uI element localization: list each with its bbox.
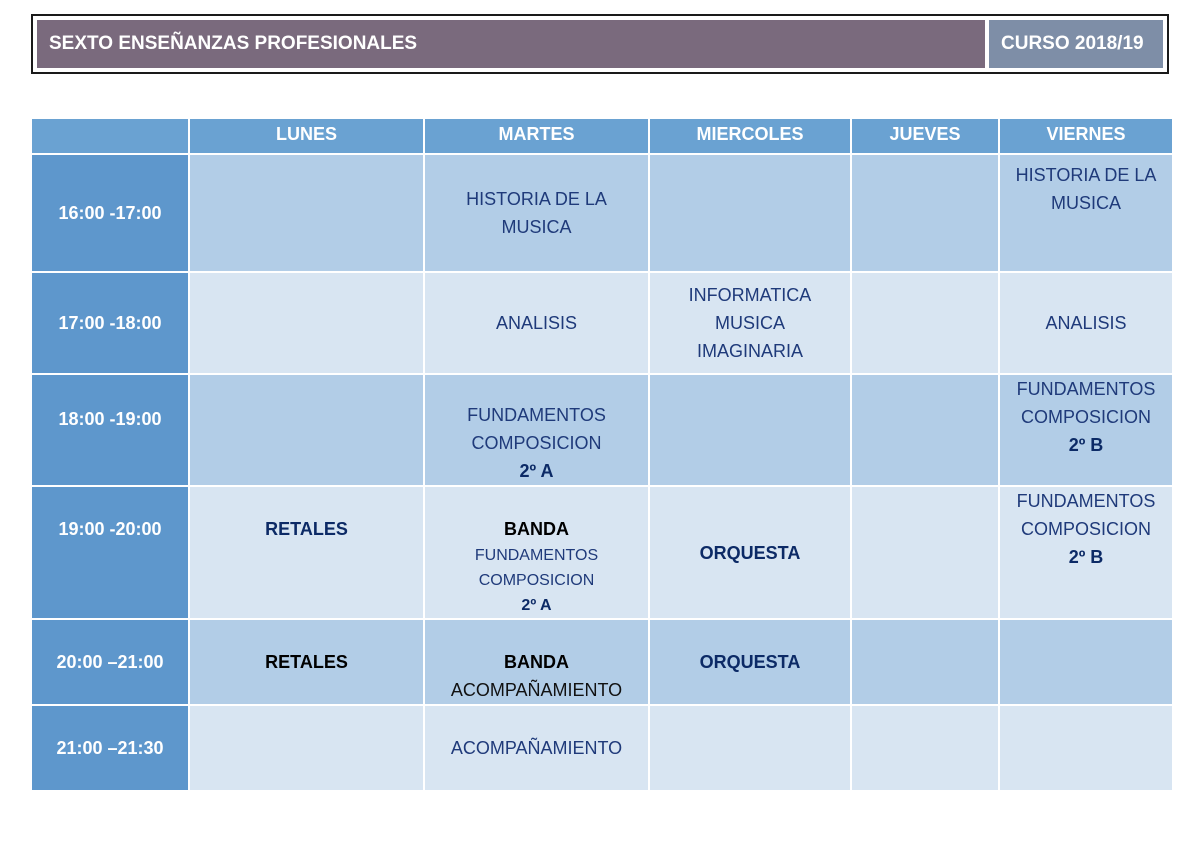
cell-lunes	[190, 620, 423, 704]
time-slot: 19:00 -20:00	[32, 487, 188, 618]
subject-line: ANALISIS	[495, 313, 578, 333]
day-header-jueves: JUEVES	[852, 119, 998, 153]
group-label: 2º A	[521, 597, 552, 614]
cell-jueves	[852, 155, 998, 271]
cell-lunes	[190, 487, 423, 618]
cell-miercoles	[650, 273, 850, 373]
time-slot: 21:00 –21:30	[32, 706, 188, 790]
time-slot: 17:00 -18:00	[32, 273, 188, 373]
activity-label: BANDA	[504, 652, 569, 672]
activity-label: BANDA	[504, 519, 569, 539]
time-row-1	[32, 155, 1172, 271]
cell-viernes	[1000, 273, 1172, 373]
cell-miercoles	[650, 487, 850, 618]
subject-line: FUNDAMENTOS	[1016, 491, 1156, 511]
cell-viernes	[1000, 706, 1172, 790]
cell-lunes	[190, 273, 423, 373]
day-header-viernes: VIERNES	[1000, 119, 1172, 153]
subject-line: HISTORIA DE LA	[1015, 165, 1157, 185]
subject-line: FUNDAMENTOS	[467, 405, 606, 425]
time-row-5	[32, 620, 1172, 704]
subject-line: ACOMPAÑAMIENTO	[450, 680, 623, 700]
day-header-lunes: LUNES	[190, 119, 423, 153]
day-header-row	[32, 119, 1172, 153]
schedule-table	[30, 117, 1174, 792]
subject-line: IMAGINARIA	[696, 341, 803, 361]
subject-line: HISTORIA DE LA	[466, 189, 607, 209]
corner-cell	[32, 119, 188, 153]
schedule-header	[31, 14, 1169, 74]
cell-martes	[425, 620, 648, 704]
cell-martes	[425, 487, 648, 618]
time-slot: 18:00 -19:00	[32, 375, 188, 485]
cell-miercoles	[650, 706, 850, 790]
subject-line: COMPOSICION	[1020, 519, 1151, 539]
subject-line: ANALISIS	[1045, 313, 1127, 333]
subject-line: FUNDAMENTOS	[1016, 379, 1156, 399]
group-label: 2º B	[1068, 435, 1104, 455]
cell-lunes	[190, 375, 423, 485]
cell-viernes	[1000, 155, 1172, 271]
subject-line: COMPOSICION	[471, 433, 602, 453]
cell-viernes	[1000, 375, 1172, 485]
cell-viernes	[1000, 487, 1172, 618]
cell-martes	[425, 706, 648, 790]
cell-miercoles	[650, 375, 850, 485]
subject-line: FUNDAMENTOS	[474, 547, 599, 564]
activity-label: ORQUESTA	[699, 542, 801, 563]
cell-jueves	[852, 620, 998, 704]
group-label: 2º B	[1068, 547, 1104, 567]
cell-miercoles	[650, 620, 850, 704]
activity-label: RETALES	[265, 652, 348, 672]
subject-line: MUSICA	[1050, 193, 1121, 213]
activity-label: ORQUESTA	[699, 652, 801, 672]
cell-jueves	[852, 375, 998, 485]
activity-label: RETALES	[265, 519, 348, 539]
cell-martes	[425, 155, 648, 271]
time-slot: 16:00 -17:00	[32, 155, 188, 271]
cell-martes	[425, 375, 648, 485]
day-header-miercoles: MIERCOLES	[650, 119, 850, 153]
cell-jueves	[852, 487, 998, 618]
time-row-4	[32, 487, 1172, 618]
time-row-3	[32, 375, 1172, 485]
cell-miercoles	[650, 155, 850, 271]
subject-line: ACOMPAÑAMIENTO	[450, 738, 623, 758]
cell-jueves	[852, 273, 998, 373]
subject-line: MUSICA	[714, 313, 785, 333]
cell-lunes	[190, 706, 423, 790]
subject-line: INFORMATICA	[688, 285, 812, 305]
subject-line: MUSICA	[501, 217, 572, 237]
time-slot: 20:00 –21:00	[32, 620, 188, 704]
day-header-martes: MARTES	[425, 119, 648, 153]
cell-jueves	[852, 706, 998, 790]
subject-line: COMPOSICION	[478, 572, 595, 589]
subject-line: COMPOSICION	[1020, 407, 1151, 427]
time-row-2	[32, 273, 1172, 373]
time-row-6	[32, 706, 1172, 790]
cell-lunes	[190, 155, 423, 271]
group-label: 2º A	[519, 461, 554, 481]
page-title: SEXTO ENSEÑANZAS PROFESIONALES	[37, 20, 985, 68]
course-label: CURSO 2018/19	[989, 20, 1163, 68]
cell-martes	[425, 273, 648, 373]
cell-viernes	[1000, 620, 1172, 704]
